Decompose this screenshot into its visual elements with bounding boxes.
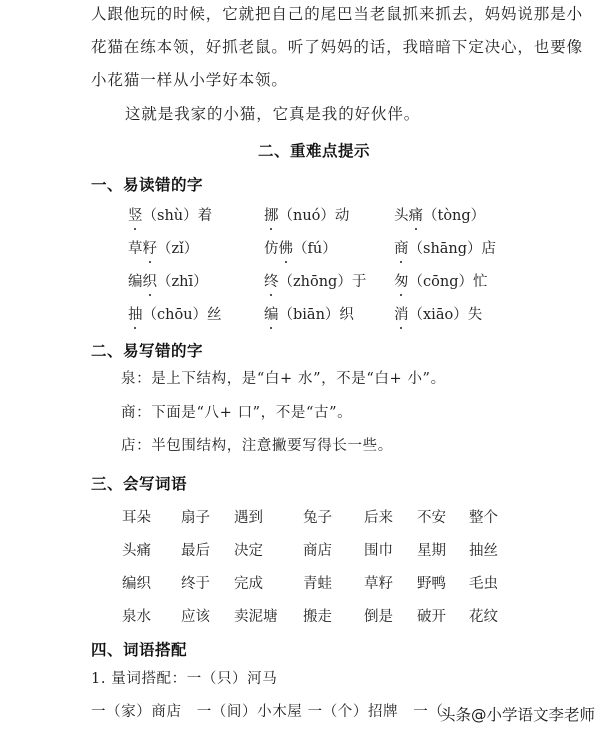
section-title: 二、重难点提示 bbox=[258, 142, 371, 160]
vocab-word: 青蛙 bbox=[303, 576, 332, 592]
passage-line-3: 小花猫一样从小学好本领。 bbox=[91, 71, 288, 89]
entry-pinyin: （biān）织 bbox=[278, 307, 354, 323]
vocab-word: 编织 bbox=[122, 576, 151, 592]
vocab-word: 倒是 bbox=[364, 609, 393, 625]
dotted-character: 编 bbox=[264, 303, 279, 324]
watermark: 头条@小学语文李老师 bbox=[440, 706, 596, 724]
entry-pinyin: （shù）着 bbox=[142, 208, 213, 224]
misread-entry bbox=[394, 204, 485, 225]
vocab-word: 围巾 bbox=[364, 543, 393, 559]
entry-pinyin: （zhī） bbox=[157, 274, 208, 290]
misread-entry bbox=[394, 237, 496, 258]
entry-prefix: 草 bbox=[128, 241, 143, 257]
vocab-word: 完成 bbox=[234, 576, 263, 592]
dotted-character: 竖 bbox=[128, 204, 143, 225]
entry-pinyin: （tòng） bbox=[423, 208, 486, 224]
matching-line-2: 一（家）商店 一（间）小木屋 一（个）招牌 一（ bbox=[91, 704, 444, 720]
passage-line-2: 花猫在练本领，好抓老鼠。听了妈妈的话，我暗暗下定决心，也要像 bbox=[91, 38, 584, 56]
entry-pinyin: （zǐ） bbox=[157, 241, 199, 257]
miswrite-item-dian: 店：半包围结构，注意撇要写得长一些。 bbox=[121, 438, 393, 454]
vocab-word: 花纹 bbox=[469, 609, 498, 625]
dotted-character: 匆 bbox=[394, 270, 409, 291]
vocab-word: 耳朵 bbox=[122, 510, 151, 526]
dotted-character: 织 bbox=[143, 270, 158, 291]
vocab-word: 草籽 bbox=[364, 576, 393, 592]
vocab-word: 兔子 bbox=[303, 510, 332, 526]
dotted-character: 抽 bbox=[128, 303, 143, 324]
vocab-word: 搬走 bbox=[303, 609, 332, 625]
misread-entry bbox=[264, 237, 337, 258]
matching-line-1: 1. 量词搭配：一（只）河马 bbox=[91, 671, 278, 687]
dotted-character: 商 bbox=[394, 237, 409, 258]
entry-pinyin: （nuó）动 bbox=[278, 208, 350, 224]
dotted-character: 籽 bbox=[143, 237, 158, 258]
vocab-word: 商店 bbox=[303, 543, 332, 559]
vocab-word: 遇到 bbox=[234, 510, 263, 526]
vocab-word: 破开 bbox=[417, 609, 446, 625]
entry-pinyin: （cōng）忙 bbox=[408, 274, 488, 290]
vocab-word: 后来 bbox=[364, 510, 393, 526]
vocab-word: 整个 bbox=[469, 510, 498, 526]
vocab-word: 泉水 bbox=[122, 609, 151, 625]
vocab-word: 毛虫 bbox=[469, 576, 498, 592]
misread-entry bbox=[264, 270, 366, 291]
misread-entry bbox=[128, 237, 198, 258]
misread-entry bbox=[394, 303, 482, 324]
heading-easy-miswrite: 二、易写错的字 bbox=[91, 342, 204, 360]
vocab-word: 星期 bbox=[417, 543, 446, 559]
vocab-word: 不安 bbox=[417, 510, 446, 526]
heading-word-matching: 四、词语搭配 bbox=[91, 641, 188, 659]
entry-prefix: 头 bbox=[394, 208, 409, 224]
vocab-word: 野鸭 bbox=[417, 576, 446, 592]
misread-entry bbox=[128, 270, 208, 291]
vocab-word: 应该 bbox=[181, 609, 210, 625]
vocab-word: 抽丝 bbox=[469, 543, 498, 559]
entry-prefix: 仿 bbox=[264, 241, 279, 257]
entry-pinyin: （fú） bbox=[293, 241, 337, 257]
misread-entry bbox=[264, 303, 354, 324]
entry-prefix: 编 bbox=[128, 274, 143, 290]
heading-write-words: 三、会写词语 bbox=[91, 475, 188, 493]
dotted-character: 消 bbox=[394, 303, 409, 324]
misread-entry bbox=[128, 303, 222, 324]
entry-pinyin: （shāng）店 bbox=[408, 241, 497, 257]
dotted-character: 挪 bbox=[264, 204, 279, 225]
entry-pinyin: （zhōng）于 bbox=[278, 274, 367, 290]
entry-pinyin: （xiāo）失 bbox=[408, 307, 483, 323]
dotted-character: 佛 bbox=[279, 237, 294, 258]
entry-pinyin: （chōu）丝 bbox=[142, 307, 222, 323]
vocab-word: 终于 bbox=[181, 576, 210, 592]
misread-entry bbox=[128, 204, 212, 225]
dotted-character: 终 bbox=[264, 270, 279, 291]
miswrite-item-shang: 商：下面是“八+ 口”，不是“古”。 bbox=[121, 405, 353, 421]
passage-line-4: 这就是我家的小猫，它真是我的好伙伴。 bbox=[125, 105, 421, 123]
passage-line-1: 人跟他玩的时候，它就把自己的尾巴当老鼠抓来抓去，妈妈说那是小 bbox=[91, 5, 584, 23]
vocab-word: 头痛 bbox=[122, 543, 151, 559]
misread-entry bbox=[394, 270, 487, 291]
miswrite-item-quan: 泉：是上下结构，是“白+ 水”，不是“白+ 小”。 bbox=[121, 371, 446, 387]
vocab-word: 扇子 bbox=[181, 510, 210, 526]
dotted-character: 痛 bbox=[409, 204, 424, 225]
misread-entry bbox=[264, 204, 349, 225]
vocab-word: 最后 bbox=[181, 543, 210, 559]
heading-easy-misread: 一、易读错的字 bbox=[91, 176, 204, 194]
vocab-word: 卖泥塘 bbox=[234, 609, 278, 625]
vocab-word: 决定 bbox=[234, 543, 263, 559]
